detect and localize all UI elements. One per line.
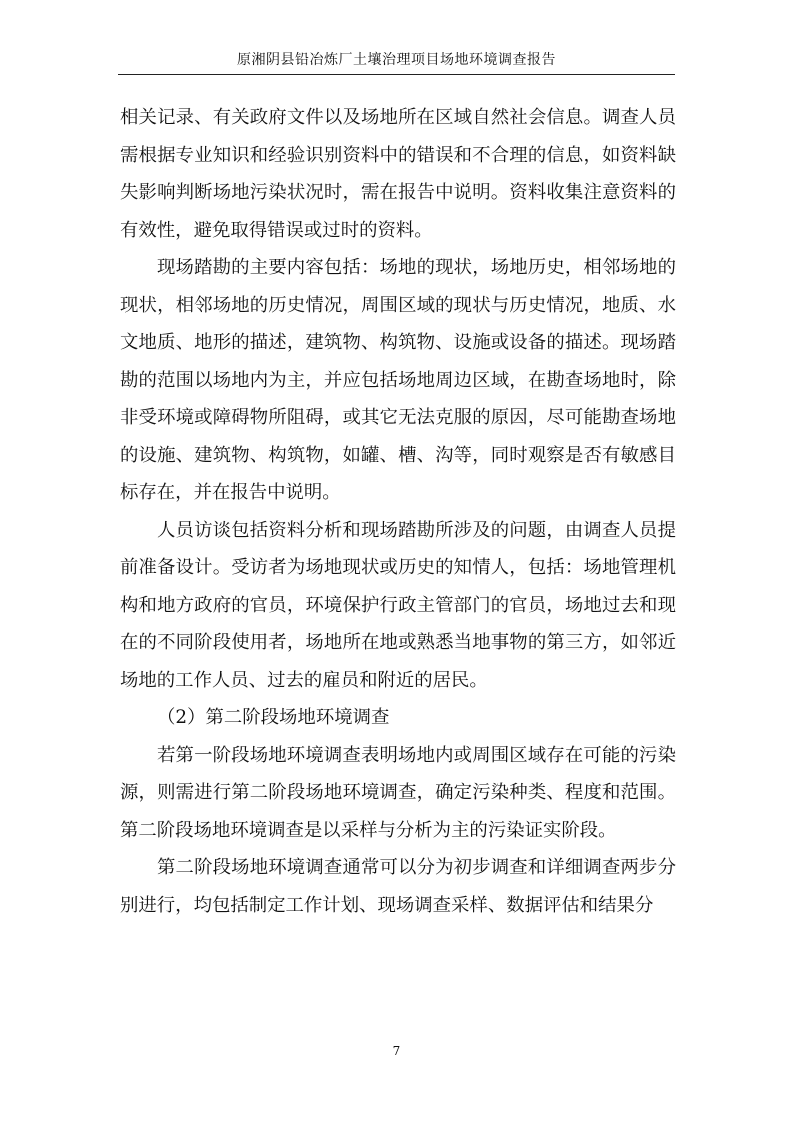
running-header-title: 原湘阴县铅冶炼厂土壤治理项目场地环境调查报告	[237, 52, 556, 68]
paragraph-phase-two-trigger: 若第一阶段场地环境调查表明场地内或周围区域存在可能的污染源，则需进行第二阶段场地环境调查，确定污染种类、程度和范围。第二阶段场地环境调查是以采样与分析为主的污染证实阶段。	[120, 744, 676, 841]
header-divider	[118, 74, 675, 75]
section-heading-phase-two: （2）第二阶段场地环境调查	[157, 707, 390, 728]
paragraph-data-collection: 相关记录、有关政府文件以及场地所在区域自然社会信息。调查人员需根据专业知识和经验识别资料中的错误和不合理的信息，如资料缺失影响判断场地污染状况时，需在报告中说明。资料收集注意资料的有效性，避免取得错误或过时的资料。	[120, 107, 676, 241]
paragraph-personnel-interviews: 人员访谈包括资料分析和现场踏勘所涉及的问题，由调查人员提前准备设计。受访者为场地现状或历史的知情人，包括：场地管理机构和地方政府的官员，环境保护行政主管部门的官员，场地过去和现在的不同阶段使用者，场地所在地或熟悉当地事物的第三方，如邻近场地的工作人员、过去的雇员和附近的居民。	[120, 519, 676, 691]
paragraph-phase-two-steps: 第二阶段场地环境调查通常可以分为初步调查和详细调查两步分别进行，均包括制定工作计划、现场调查采样、数据评估和结果分	[120, 857, 676, 916]
document-body	[120, 99, 676, 924]
page-number: 7	[392, 1044, 401, 1058]
paragraph-site-reconnaissance: 现场踏勘的主要内容包括：场地的现状，场地历史，相邻场地的现状，相邻场地的历史情况，周围区域的现状与历史情况，地质、水文地质、地形的描述，建筑物、构筑物、设施或设备的描述。现场踏勘的范围以场地内为主，并应包括场地周边区域，在勘查场地时，除非受环境或障碍物所阻碍，或其它无法克服的原因，尽可能勘查场地的设施、建筑物、构筑物，如罐、槽、沟等，同时观察是否有敏感目标存在，并在报告中说明。	[120, 257, 676, 503]
